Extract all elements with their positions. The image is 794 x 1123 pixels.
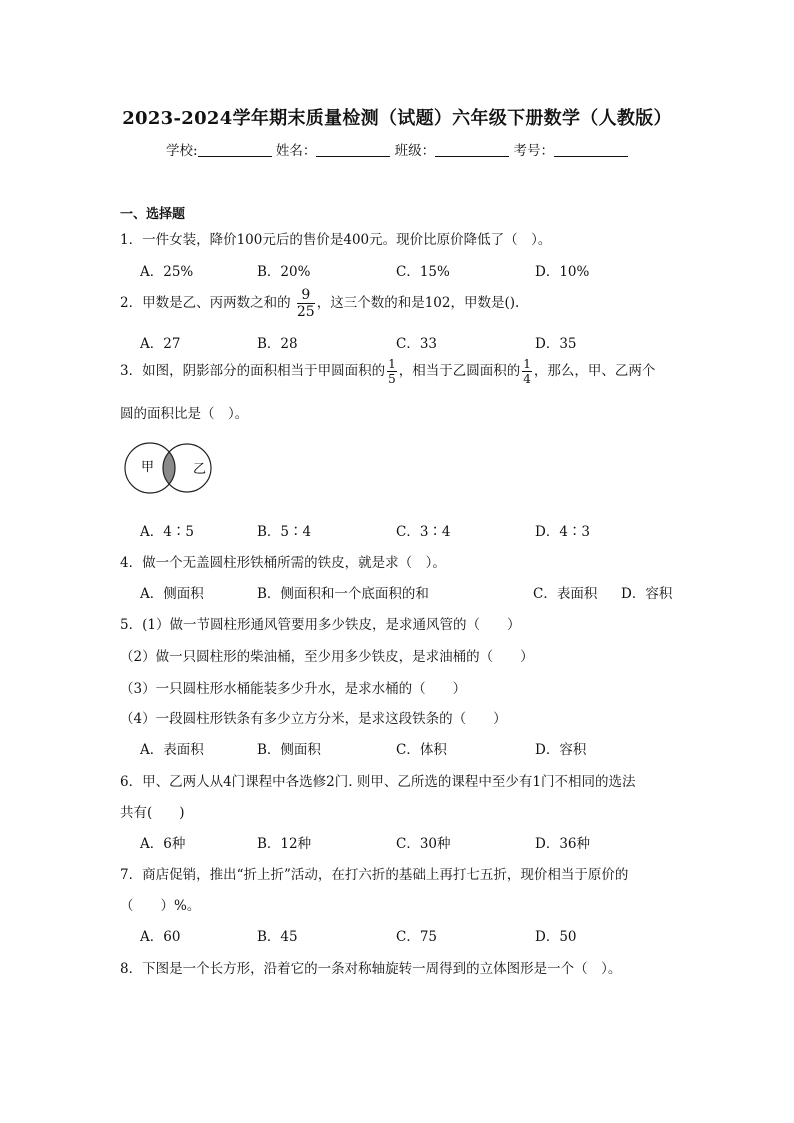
q5-option-b[interactable]: B．侧面积 xyxy=(257,742,321,758)
q3-text-before: 3．如图，阴影部分的面积相当于甲圆面积的 xyxy=(120,363,386,379)
class-label: 班级： xyxy=(394,143,436,159)
question-4: 4．做一个无盖圆柱形铁桶所需的铁皮，就是求（ ）。 xyxy=(120,555,446,571)
q3-fraction-2 xyxy=(522,358,532,385)
q3-option-b[interactable]: B．5∶4 xyxy=(257,524,312,540)
question-5-part-3: （3）一只圆柱形水桶能装多少升水，是求水桶的（ ） xyxy=(120,681,467,697)
question-6-line-2: 共有( ) xyxy=(120,805,185,821)
q2-fraction xyxy=(297,288,315,319)
q2-text-after: ，这三个数的和是102，甲数是(). xyxy=(316,295,520,311)
q6-option-c[interactable]: C．30种 xyxy=(396,836,451,852)
q5-option-c[interactable]: C．体积 xyxy=(396,742,447,758)
q5-option-a[interactable]: A．表面积 xyxy=(140,742,204,758)
q7-option-d[interactable]: D．50 xyxy=(535,929,577,945)
name-blank[interactable] xyxy=(316,142,390,157)
venn-diagram xyxy=(124,440,220,500)
q7-option-b[interactable]: B．45 xyxy=(257,929,298,945)
question-7: 7．商店促销，推出“折上折”活动，在打六折的基础上再打七五折，现价相当于原价的 xyxy=(120,867,629,883)
question-8: 8．下图是一个长方形，沿着它的一条对称轴旋转一周得到的立体图形是一个（ ）。 xyxy=(120,961,622,977)
q3-fraction-1-numerator: 1 xyxy=(388,357,396,371)
q3-fraction-2-denominator: 4 xyxy=(523,372,531,386)
q7-option-c[interactable]: C．75 xyxy=(396,929,438,945)
question-2 xyxy=(120,288,519,319)
q4-option-a[interactable]: A．侧面积 xyxy=(140,586,204,602)
q4-option-d[interactable]: D．容积 xyxy=(621,586,673,602)
page-title: 2023-2024学年期末质量检测（试题）六年级下册数学（人教版） xyxy=(122,108,672,129)
q1-option-d[interactable]: D．10% xyxy=(535,264,590,280)
q3-option-a[interactable]: A．4∶5 xyxy=(140,524,194,540)
question-6: 6．甲、乙两人从4门课程中各选修2门. 则甲、乙所选的课程中至少有1门不相同的选法 xyxy=(120,774,636,790)
question-7-line-2: （ ）%。 xyxy=(120,898,201,914)
q7-option-a[interactable]: A．60 xyxy=(140,929,181,945)
question-5-part-1: 5．(1）做一节圆柱形通风管要用多少铁皮，是求通风管的（ ） xyxy=(120,617,521,633)
q6-option-a[interactable]: A．6种 xyxy=(140,836,186,852)
question-1: 1．一件女装，降价100元后的售价是400元。现价比原价降低了（ ）。 xyxy=(120,232,552,248)
q4-option-c[interactable]: C．表面积 xyxy=(533,586,598,602)
q1-option-a[interactable]: A．25% xyxy=(140,264,194,280)
q2-text-before: 2．甲数是乙、丙两数之和的 xyxy=(120,295,291,311)
exam-no-blank[interactable] xyxy=(554,142,628,157)
q3-text-mid: ，相当于乙圆面积的 xyxy=(398,363,521,379)
q1-option-c[interactable]: C．15% xyxy=(396,264,450,280)
circle-jia-label: 甲 xyxy=(141,460,155,475)
q2-fraction-numerator: 9 xyxy=(297,288,315,304)
q3-fraction-2-numerator: 1 xyxy=(523,357,531,371)
q2-fraction-denominator: 25 xyxy=(296,304,315,320)
q5-option-d[interactable]: D．容积 xyxy=(535,742,587,758)
q3-option-c[interactable]: C．3∶4 xyxy=(396,524,451,540)
name-label: 姓名： xyxy=(275,143,317,159)
class-blank[interactable] xyxy=(435,142,509,157)
q2-option-b[interactable]: B．28 xyxy=(257,336,298,352)
q6-option-d[interactable]: D．36种 xyxy=(535,836,591,852)
question-3-line-2: 圆的面积比是（ ）。 xyxy=(120,406,249,422)
school-label: 学校: xyxy=(166,143,198,159)
q2-option-a[interactable]: A．27 xyxy=(140,336,181,352)
exam-no-label: 考号： xyxy=(513,143,554,159)
question-3 xyxy=(120,358,655,385)
circle-yi-label: 乙 xyxy=(193,462,207,477)
q1-option-b[interactable]: B．20% xyxy=(257,264,311,280)
question-5-part-2: （2）做一只圆柱形的柴油桶，至少用多少铁皮，是求油桶的（ ） xyxy=(120,649,534,665)
section-title: 一、选择题 xyxy=(120,207,186,222)
school-blank[interactable] xyxy=(198,142,272,157)
q2-option-d[interactable]: D．35 xyxy=(535,336,577,352)
q6-option-b[interactable]: B．12种 xyxy=(257,836,312,852)
student-info-line xyxy=(0,139,794,159)
question-5-part-4: （4）一段圆柱形铁条有多少立方分米，是求这段铁条的（ ） xyxy=(120,711,507,727)
q2-option-c[interactable]: C．33 xyxy=(396,336,438,352)
q3-option-d[interactable]: D．4∶3 xyxy=(535,524,591,540)
q3-fraction-1-denominator: 5 xyxy=(388,372,396,386)
q3-fraction-1 xyxy=(387,358,397,385)
q3-text-after: ，那么，甲、乙两个 xyxy=(533,363,656,379)
q4-option-b[interactable]: B．侧面积和一个底面积的和 xyxy=(257,586,429,602)
